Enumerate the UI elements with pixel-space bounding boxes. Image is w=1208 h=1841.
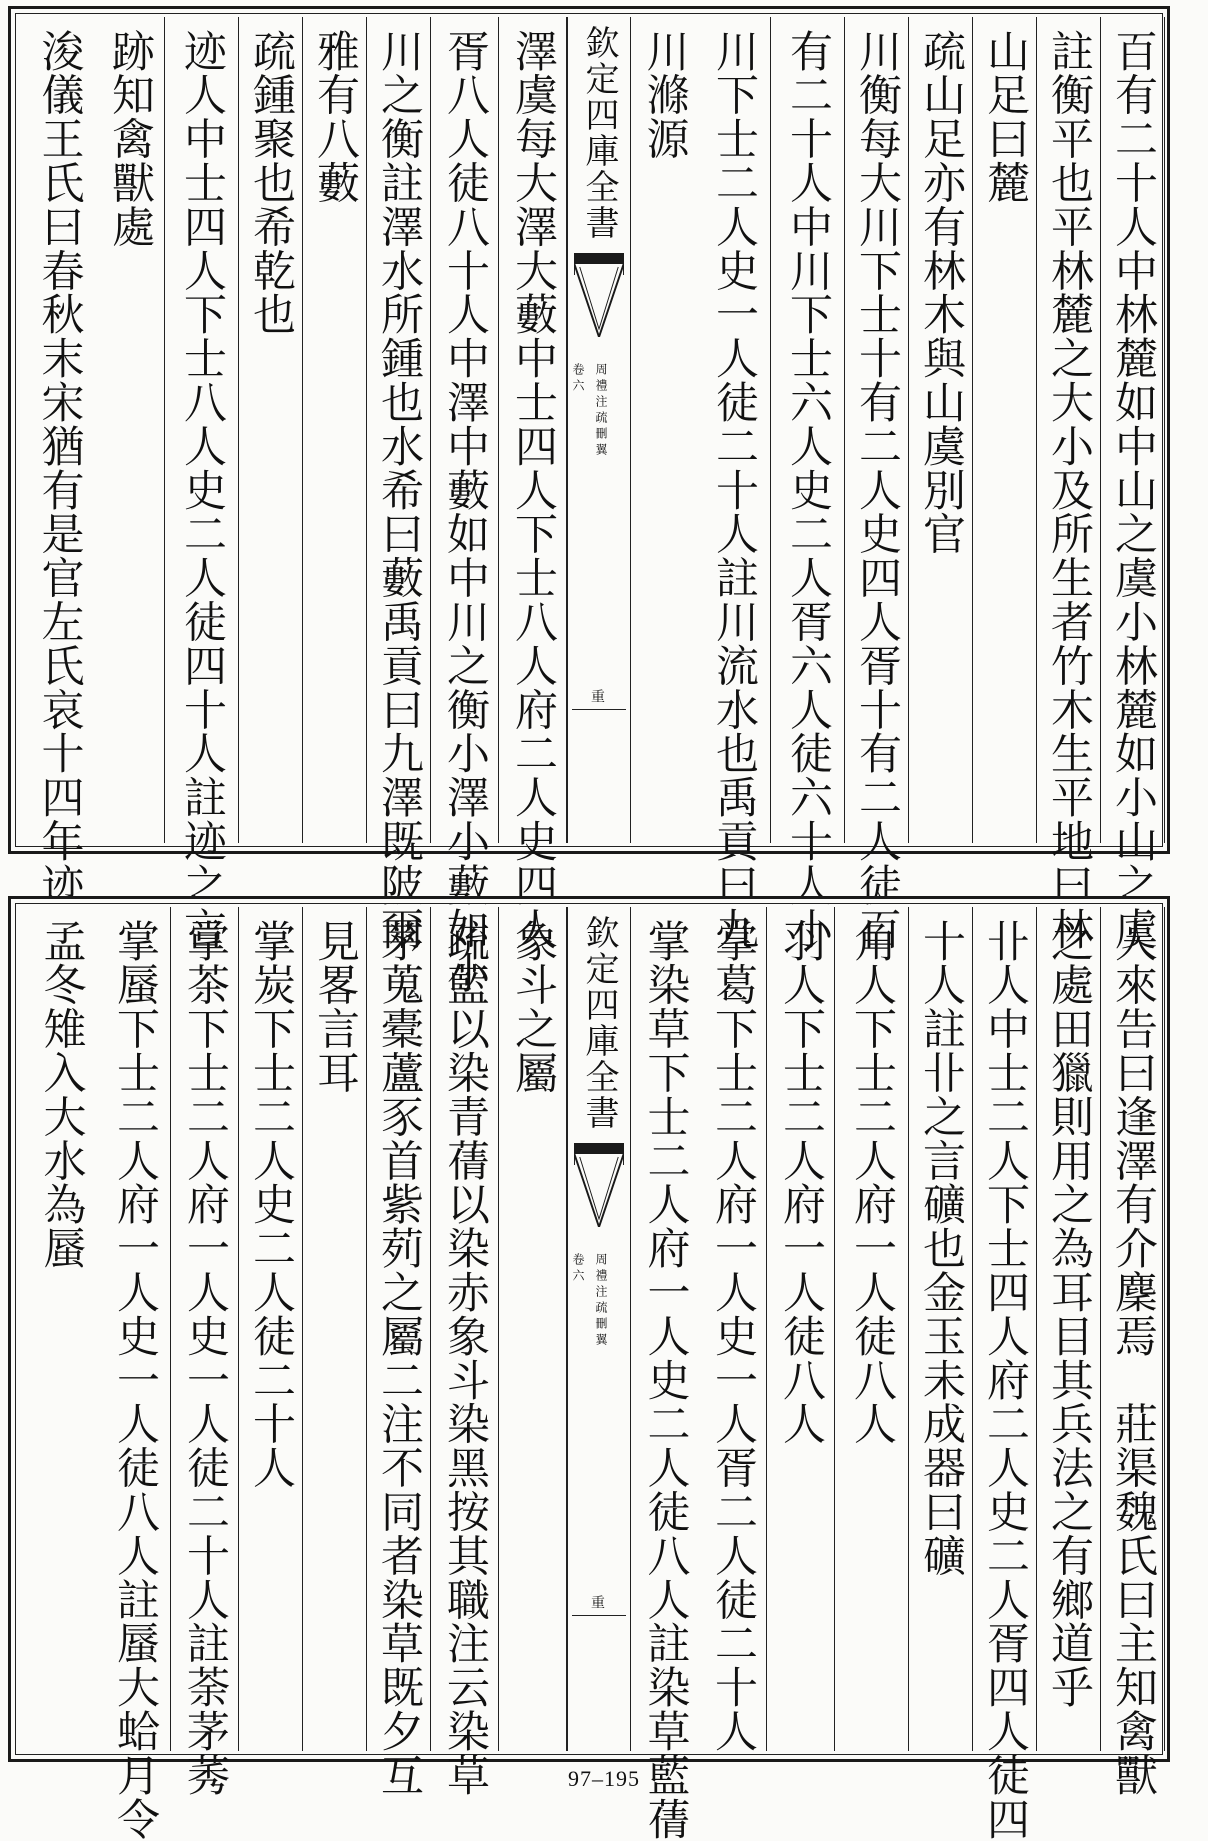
text-column	[1101, 907, 1165, 1797]
column-text: 掌茶下士二人府一人史一人徒二十人註荼茅莠	[180, 919, 230, 1797]
column-text: 疏藍以染青蒨以染赤象斗染黑按其職注云染草	[440, 919, 490, 1797]
strip-rule	[572, 1615, 626, 1616]
text-column	[499, 907, 567, 1751]
text-column	[631, 907, 699, 1841]
text-column	[165, 17, 239, 951]
column-text: 象斗之屬	[508, 919, 558, 1095]
text-column	[697, 17, 771, 951]
column-text: 山足曰麓	[980, 29, 1030, 205]
text-column	[835, 907, 909, 1751]
column-text: 疏鍾聚也希乾也	[246, 29, 296, 337]
center-fold-strip	[567, 907, 631, 1751]
text-column	[909, 17, 973, 843]
center-fold-strip	[567, 17, 631, 843]
column-text: 掌染草下士二人府一人史二人徒八人註染草藍蒨	[640, 919, 691, 1841]
text-column	[99, 907, 171, 1841]
column-text: 見畧言耳	[310, 919, 360, 1095]
text-column	[767, 907, 835, 1751]
text-column	[23, 907, 99, 1751]
text-column	[771, 17, 845, 951]
text-column	[239, 17, 303, 843]
strip-volume: 卷六	[571, 1253, 585, 1285]
column-text: 掌蜃下士二人府一人史一人徒八人註蜃大蛤月令	[110, 919, 160, 1841]
text-column	[303, 907, 367, 1751]
text-column	[631, 17, 697, 843]
column-text: 人來告曰逢澤有介麇焉 莊渠魏氏曰主知禽獸	[1108, 919, 1158, 1797]
text-column	[1101, 17, 1165, 951]
column-text: 十人註卝之言礦也金玉未成器曰礦	[916, 919, 966, 1578]
column-text: 掌炭下士二人史二人徒二十人	[246, 919, 296, 1490]
text-column	[699, 907, 767, 1754]
text-column	[499, 17, 567, 951]
fishtail-mark-icon	[574, 253, 624, 337]
column-text: 胥八人徒八十人中澤中藪如中川之衡小澤小藪如小	[440, 29, 490, 995]
top-page-frame	[8, 6, 1170, 995]
text-column	[239, 907, 303, 1751]
strip-book-title: 周禮注疏刪翼	[594, 1253, 608, 1349]
fishtail-mark-icon	[574, 1143, 624, 1227]
column-text: 孟冬雉入大水為蜃	[36, 919, 87, 1271]
column-text: 掌葛下士二人府一人史一人胥二人徒二十人	[708, 919, 758, 1754]
text-column	[845, 17, 909, 951]
strip-page-mark: 重	[589, 1595, 605, 1609]
column-text: 浚儀王氏曰春秋末宋猶有是官左氏哀十四年迹	[34, 29, 85, 907]
column-text: 百有二十人中林麓如中山之虞小林麓如小山之虞	[1108, 29, 1158, 951]
column-text: 註衡平也平林麓之大小及所生者竹木生平地曰林	[1044, 29, 1094, 951]
text-column	[23, 17, 95, 907]
column-text: 之處田獵則用之為耳目其兵法之有鄉道乎	[1044, 919, 1094, 1710]
column-text: 川滌源	[639, 29, 690, 161]
text-column	[909, 907, 973, 1751]
text-column	[367, 907, 431, 1797]
column-text: 卝人中士二人下士四人府二人史二人胥四人徒四	[980, 919, 1030, 1841]
text-column	[431, 17, 499, 995]
strip-rule	[572, 709, 626, 710]
strip-page-mark: 重	[589, 689, 605, 703]
text-column	[367, 17, 431, 951]
column-text: 茅蒐橐蘆豕首紫茢之屬二注不同者染草既夕互	[374, 919, 424, 1797]
text-column	[973, 17, 1037, 843]
text-column	[171, 907, 239, 1797]
column-text: 迹人中士四人下士八人史二人徒四十人註迹之言	[177, 29, 227, 951]
column-text: 川之衡註澤水所鍾也水希曰藪禹貢曰九澤既陂爾	[374, 29, 424, 951]
column-text: 雅有八藪	[310, 29, 360, 205]
text-column	[431, 907, 499, 1797]
strip-book-title: 周禮注疏刪翼	[594, 363, 608, 459]
column-text: 羽人下士二人府一人徒八人	[776, 919, 826, 1446]
text-column	[303, 17, 367, 843]
column-text: 川衡每大川下士十有二人史四人胥十有二人徒百	[852, 29, 902, 951]
column-text: 有二十人中川下士六人史二人胥六人徒六十人小	[783, 29, 833, 951]
page-number: 97–195	[568, 1766, 640, 1791]
text-column	[1037, 907, 1101, 1751]
column-text: 角人下士二人府一人徒八人	[847, 919, 897, 1446]
strip-title: 欽定四庫全書	[579, 25, 619, 241]
column-text: 澤虞每大澤大藪中士四人下士八人府二人史四人	[508, 29, 558, 951]
column-text: 跡知禽獸處	[105, 29, 155, 249]
text-column	[95, 17, 165, 843]
strip-title: 欽定四庫全書	[579, 915, 619, 1131]
text-column	[973, 907, 1037, 1841]
column-text: 疏山足亦有林木與山虞別官	[916, 29, 966, 556]
column-text: 川下士二人史一人徒二十人註川流水也禹貢曰九	[709, 29, 759, 951]
strip-volume: 卷六	[571, 363, 585, 395]
text-column	[1037, 17, 1101, 951]
